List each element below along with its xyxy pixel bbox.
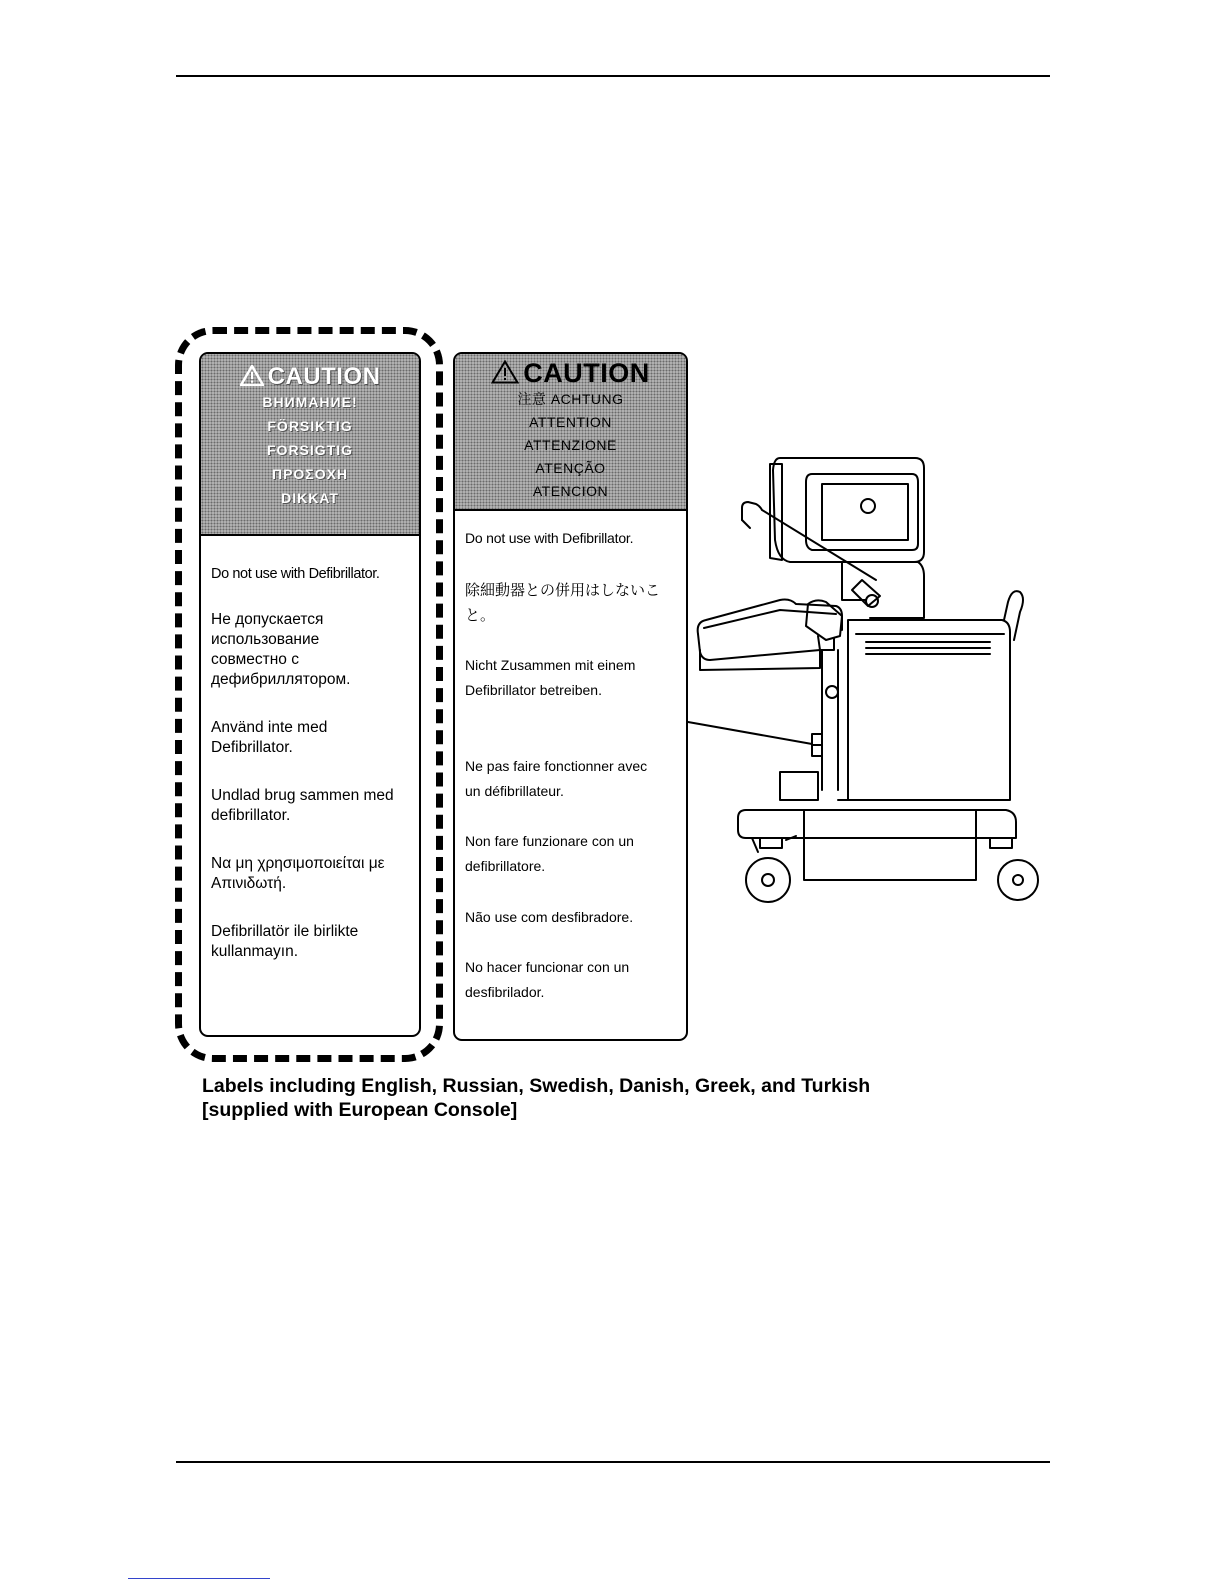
header-rule (176, 75, 1050, 77)
label-header (455, 354, 686, 511)
footer-rule (176, 1461, 1050, 1463)
ultrasound-console-icon (682, 450, 1052, 910)
warning-word: ATTENTION (529, 414, 612, 430)
footer-link-underline (128, 1578, 270, 1579)
warning-text-turkish: Defibrillatör ile birlikte kullanmayın. (211, 923, 359, 960)
warning-word: ATTENZIONE (524, 437, 617, 453)
label-header (201, 354, 419, 536)
warning-text-english: Do not use with Defibrillator. (211, 566, 380, 582)
warning-word: ΠΡΟΣΟΧΗ (271, 466, 349, 482)
european-caution-label (199, 352, 421, 1037)
warning-triangle-icon (240, 365, 264, 386)
warning-text-greek: Να μη χρησιμοποιείται με Απινιδωτή. (211, 855, 385, 892)
warning-text-german: Nicht Zusammen mit einem Defibrillator betreiben. (465, 657, 636, 698)
caption-line: Labels including English, Russian, Swedish, Danish, Greek, and Turkish (202, 1075, 871, 1097)
warning-text-danish: Undlad brug sammen med defibrillator. (211, 787, 394, 824)
warning-text-english: Do not use with Defibrillator. (465, 530, 634, 546)
caution-title: CAUTION (491, 358, 650, 388)
warning-triangle-icon (491, 360, 519, 384)
warning-text-french: Ne pas faire fonctionner avec un défibrillateur. (465, 758, 648, 799)
warning-word: FORSIGTIG (267, 442, 353, 458)
international-caution-label (453, 352, 688, 1041)
figure-caption (202, 1074, 870, 1122)
caption-line: [supplied with European Console] (202, 1099, 518, 1121)
warning-word: FÖRSIKTIG (267, 418, 353, 434)
warning-text-japanese: 除細動器との併用はしないこと。 (465, 582, 661, 624)
warning-word: DIKKAT (281, 490, 339, 506)
warning-word: ATENÇÃO (535, 460, 606, 476)
warning-word: ATENCION (532, 483, 609, 499)
warning-word: 注意 ACHTUNG (517, 391, 624, 407)
warning-text-italian: Non fare funzionare con un defibrillatore. (465, 833, 634, 874)
warning-word: ВНИМАНИЕ! (262, 394, 358, 410)
warning-text-portuguese: Não use com desfibradore. (465, 909, 634, 925)
warning-text-swedish: Använd inte med Defibrillator. (211, 719, 328, 756)
caution-title: CAUTION (240, 364, 381, 390)
warning-text-russian: Не допускается использование совместно с дефибриллятором. (211, 611, 351, 688)
warning-text-spanish: No hacer funcionar con un desfibrilador. (465, 959, 630, 1000)
